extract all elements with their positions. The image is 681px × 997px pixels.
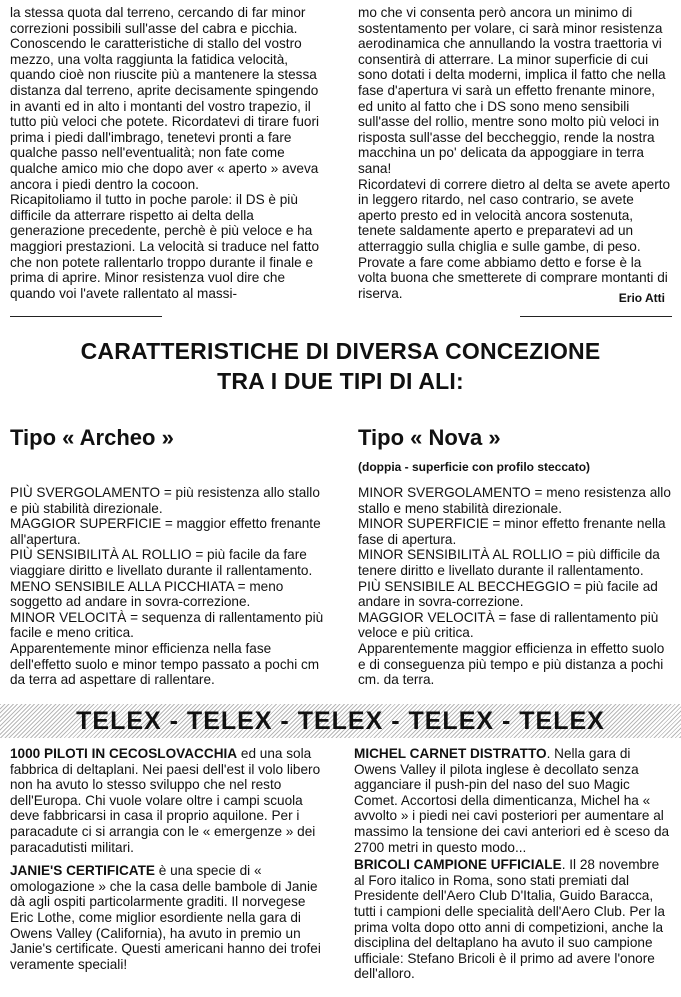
telex-banner — [0, 704, 681, 738]
telex-item-body: ed una sola fabbrica di deltaplani. Nei paesi dell'est il volo libero non ha avuto lo stesso sviluppo che nel resto dell'Europa. Chi vuole volare oltre i campi scuola deve fabbricarsi in casa il proprio aquilone. Per i paracadute ci si arrangia con le « emergenze » dei paracadutisti militari. — [10, 746, 321, 855]
archeo-trait: MINOR VELOCITÀ = sequenza di rallentamento più facile e meno critica. — [10, 609, 324, 641]
nova-trait: MINOR SVERGOLAMENTO = meno resistenza allo stallo e meno stabilità direzionale. — [358, 485, 671, 516]
archeo-trait: Apparentemente minor efficienza nella fase dell'effetto suolo e minor tempo passato a pochi cm da terra ad aspettare di rallentare. — [10, 640, 320, 688]
telex-item — [354, 746, 672, 855]
telex-item-body: è una specie di « omologazione » che la casa delle bambole di Janie dà agli ospiti particolarmente graditi. Il norvegese Eric Lothe, come miglior esordiente nella gara di Owens Valley (California), ha avuto in premio un Janie's certificate. Questi americani hanno dei trofei veramente speciali! — [10, 863, 321, 972]
nova-trait: PIÙ SENSIBILE AL BECCHEGGIO = più facile ad andare in sovra-correzione. — [358, 578, 658, 610]
telex-left-column — [10, 746, 328, 980]
author-signature: Erio Atti — [618, 291, 665, 305]
archeo-trait: PIÙ SENSIBILITÀ AL ROLLIO = più facile da fare viaggiare diritto e livellato durante il rallentamento. — [10, 547, 313, 578]
comparison-heading-line1: CARATTERISTICHE DI DIVERSA CONCEZIONE — [80, 338, 601, 364]
nova-trait: MINOR SUPERFICIE = minor effetto frenante nella fase di apertura. — [358, 516, 666, 547]
article-left-column — [10, 5, 328, 301]
telex-item-lead: JANIE'S CERTIFICATE — [10, 863, 155, 879]
archeo-traits — [10, 485, 328, 688]
telex-item — [10, 863, 328, 972]
archeo-title: Tipo « Archeo » — [10, 425, 174, 450]
telex-right-column — [354, 746, 672, 990]
nova-subtitle: (doppia - superficie con profilo steccato) — [358, 460, 591, 474]
telex-item-lead: 1000 PILOTI IN CECOSLOVACCHIA — [10, 746, 238, 761]
nova-title: Tipo « Nova » — [358, 425, 501, 450]
telex-item-lead: BRICOLI CAMPIONE UFFICIALE — [354, 857, 562, 873]
telex-item-body: . Nella gara di Owens Valley il pilota inglese è decollato senza agganciare il push-pin del naso del suo Magic Comet. Accortosi della dimenticanza, Michel ha « avvolto » i piedi nei cavi posteriori per aumentare al massimo la tensione dei cavi anteriori ed è sceso da 2700 metri in questo modo... — [354, 746, 670, 855]
nova-trait: Apparentemente maggior efficienza in effetto suolo e di conseguenza più tempo e più distanza a pochi cm. da terra. — [358, 640, 665, 688]
archeo-trait: PIÙ SVERGOLAMENTO = più resistenza allo stallo e più stabilità direzionale. — [10, 485, 320, 516]
divider-right — [520, 316, 672, 317]
telex-item — [10, 746, 328, 855]
archeo-trait: MENO SENSIBILE ALLA PICCHIATA = meno soggetto ad andare in sovra-correzione. — [10, 578, 284, 610]
archeo-trait: MAGGIOR SUPERFICIE = maggior effetto frenante all'apertura. — [10, 516, 321, 547]
nova-trait: MINOR SENSIBILITÀ AL ROLLIO = più difficile da tenere diritto e livellato durante il rallentamento. — [358, 547, 660, 578]
article-paragraph: mo che vi consenta però ancora un minimo di sostentamento per volare, ci sarà minor resistenza aerodinamica che annullando la vostra traettoria vi consentirà di atterrare. La minor superficie di cui sono dotati i delta moderni, implica il fatto che nella fase d'apertura vi sarà un effetto frenante minore, ed unito al fatto che i DS sono meno sensibili sull'asse del rollio, mentre sono molto più veloci in risposta sull'asse del beccheggio, rende la nostra macchina un po' delicata da appoggiare in terra sana! — [358, 5, 666, 176]
article-right-column — [358, 5, 672, 301]
telex-item-lead: MICHEL CARNET DISTRATTO — [354, 746, 547, 761]
telex-item — [354, 857, 672, 982]
divider-left — [10, 316, 162, 317]
article-paragraph: Ricordatevi di correre dietro al delta se avete aperto in leggero ritardo, nel caso contrario, se avete aperto presto ed in velocità ancora sostenuta, tenete saldamente aperto e preparatevi ad un atterraggio sulla chiglia e sulle gambe, di peso. Provate a fare come abbiamo detto e forse è la volta buona che smetterete di comprare montanti di riserva. — [358, 176, 671, 301]
comparison-heading-line2: TRA I DUE TIPI DI ALI: — [217, 368, 464, 394]
nova-traits — [358, 485, 672, 688]
article-paragraph: Ricapitoliamo il tutto in poche parole: il DS è più difficile da atterrare rispetto ai delta della generazione precedente, perchè è più veloce e ha maggiori prestazioni. La velocità si traduce nel fatto che non potete rallentarlo troppo durante il finale e prima di aprire. Minor resistenza vuol dire che quando voi l'avete rallentato al massi- — [10, 192, 320, 301]
telex-item-body: . Il 28 novembre al Foro italico in Roma, sono stati premiati dal Presidente dell'Aero Club D'Italia, Guido Baracca, tutti i campioni delle specialità dell'Aero Club. Per la prima volta dopo otto anni di competizioni, anche la disciplina del deltaplano ha avuto il suo campione ufficiale: Stefano Bricoli è il primo ad avere l'onore dell'alloro. — [354, 857, 665, 982]
article-paragraph: la stessa quota dal terreno, cercando di far minor correzioni possibili sull'asse del cabra e picchia. Conoscendo le caratteristiche di stallo del vostro mezzo, una volta raggiunta la fatidica velocità, quando cioè non riuscite più a mantenere la stessa distanza dal terreno, aprite decisamente spingendo in avanti ed in alto i montanti del vostro trapezio, il tutto più veloci che potete. Ricordatevi di tirare fuori prima i piedi dall'imbrago, tenetevi pronti a fare qualche passo nell'eventualità; non fate come qualche amico mio che dopo aver « aperto » aveva ancora i piedi dentro la cocoon. — [10, 5, 320, 192]
telex-banner-text: TELEX - TELEX - TELEX - TELEX - TELEX — [76, 706, 605, 735]
nova-trait: MAGGIOR VELOCITÀ = fase di rallentamento più veloce e più critica. — [358, 609, 659, 641]
